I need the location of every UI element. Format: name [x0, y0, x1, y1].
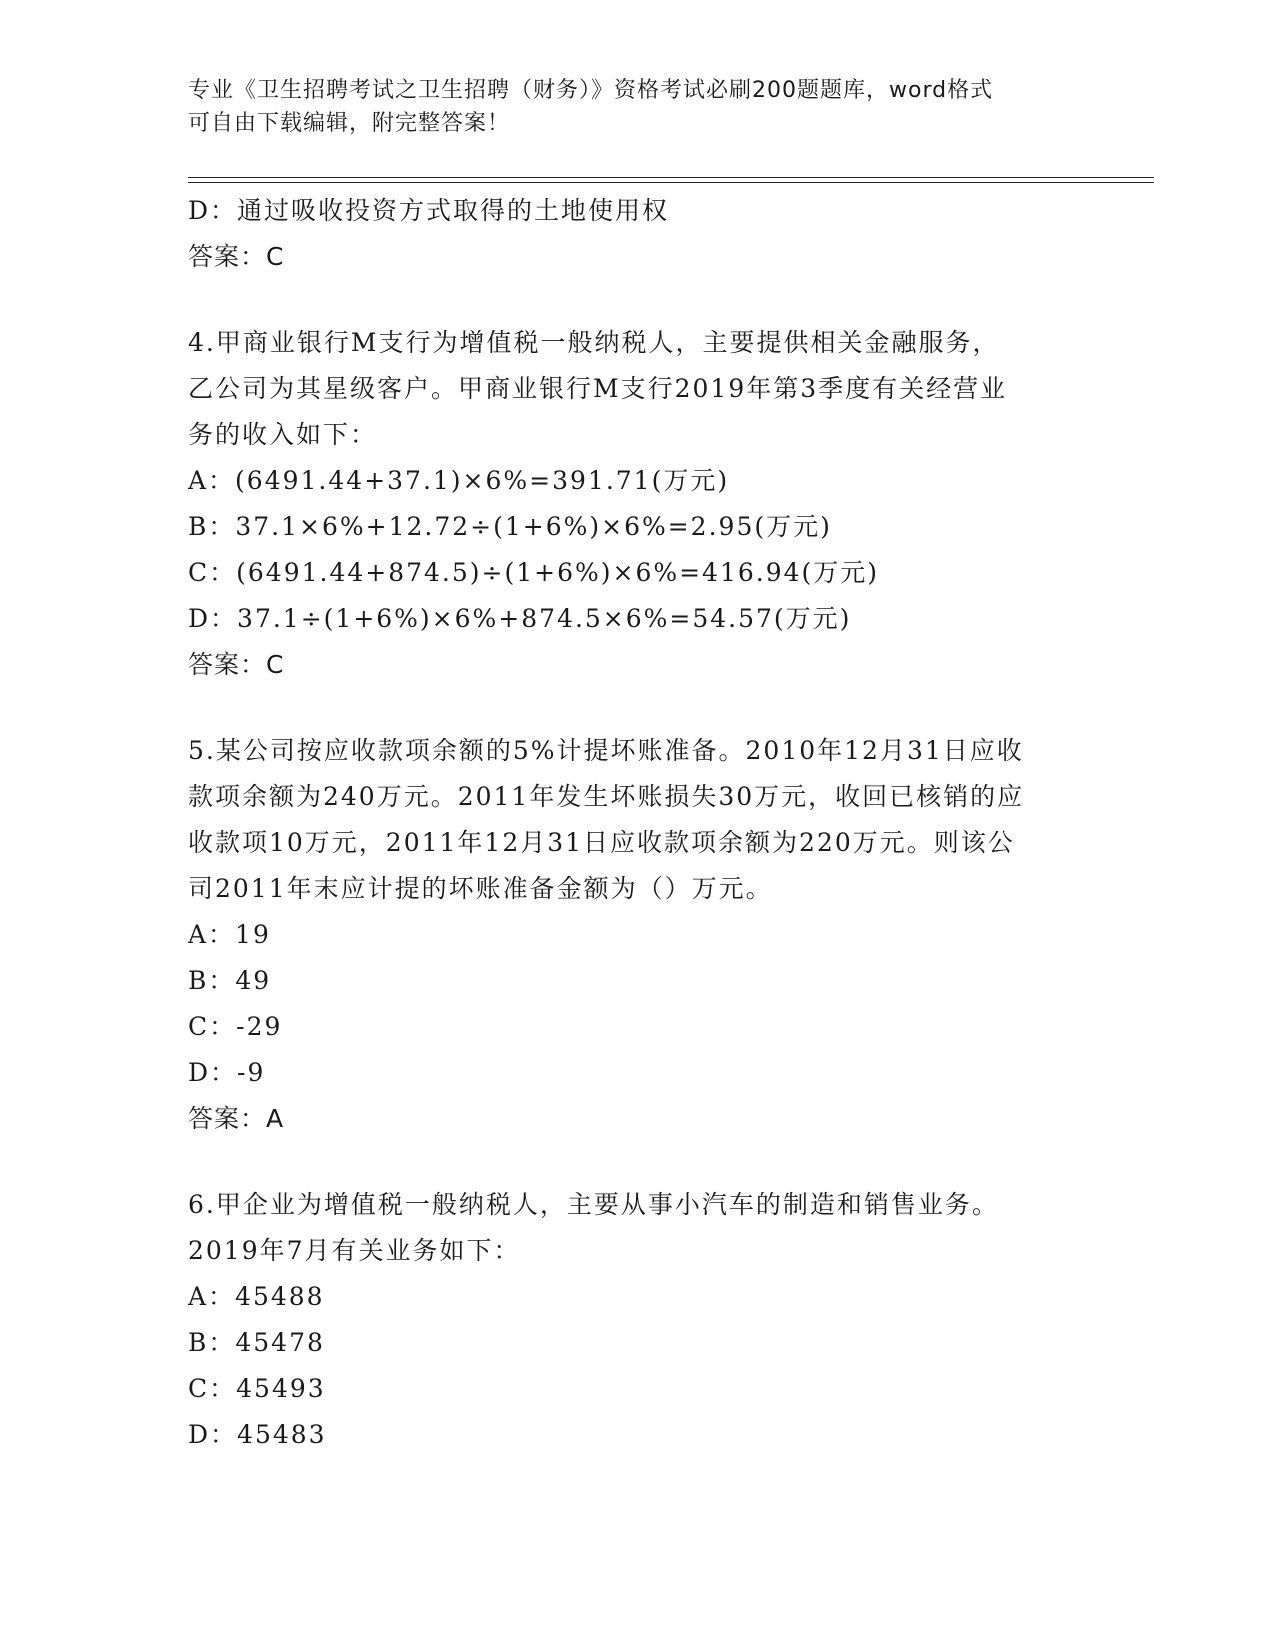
q4-option-b: B：37.1×6%+12.72÷(1+6%)×6%=2.95(万元)	[188, 512, 832, 541]
question-3-tail	[188, 188, 1088, 280]
q6-option-c: C：45493	[188, 1374, 326, 1403]
header-rule-top	[188, 177, 1154, 178]
q5-option-c: C：-29	[188, 1012, 283, 1041]
q6-stem-line-2: 2019年7月有关业务如下：	[188, 1236, 521, 1265]
question-5	[188, 728, 1088, 1142]
q4-option-c: C：(6491.44+874.5)÷(1+6%)×6%=416.94(万元)	[188, 558, 880, 587]
q6-option-a: A：45488	[188, 1282, 325, 1311]
question-4	[188, 320, 1088, 688]
q4-option-d: D：37.1÷(1+6%)×6%+874.5×6%=54.57(万元)	[188, 604, 852, 633]
q5-answer: 答案：A	[188, 1104, 285, 1133]
header-line-1: 专业《卫生招聘考试之卫生招聘（财务）》资格考试必刷200题题库，word格式	[188, 78, 994, 103]
q4-answer: 答案：C	[188, 650, 285, 679]
q4-stem-line-3: 务的收入如下：	[188, 420, 378, 449]
document-header	[188, 74, 1088, 140]
q4-stem-line-2: 乙公司为其星级客户。甲商业银行M支行2019年第3季度有关经营业	[188, 374, 1008, 403]
q5-stem-line-3: 收款项10万元，2011年12月31日应收款项余额为220万元。则该公	[188, 828, 1015, 857]
q5-option-b: B：49	[188, 966, 272, 995]
q6-option-d: D：45483	[188, 1420, 327, 1449]
q4-option-a: A：(6491.44+37.1)×6%=391.71(万元)	[188, 466, 730, 495]
document-body	[188, 188, 1088, 1458]
q5-option-d: D：-9	[188, 1058, 266, 1087]
q3-option-d: D：通过吸收投资方式取得的土地使用权	[188, 196, 670, 225]
q4-stem-line-1: 4.甲商业银行M支行为增值税一般纳税人，主要提供相关金融服务，	[188, 328, 1000, 357]
q5-stem-line-2: 款项余额为240万元。2011年发生坏账损失30万元，收回已核销的应	[188, 782, 1025, 811]
q5-option-a: A：19	[188, 920, 271, 949]
q6-stem-line-1: 6.甲企业为增值税一般纳税人，主要从事小汽车的制造和销售业务。	[188, 1190, 999, 1219]
q6-option-b: B：45478	[188, 1328, 325, 1357]
q5-stem-line-1: 5.某公司按应收款项余额的5%计提坏账准备。2010年12月31日应收	[188, 736, 1024, 765]
question-6	[188, 1182, 1088, 1458]
q5-stem-line-4: 司2011年末应计提的坏账准备金额为（）万元。	[188, 874, 773, 903]
header-rule-bottom	[188, 182, 1154, 183]
q3-answer: 答案：C	[188, 242, 285, 271]
header-line-2: 可自由下载编辑，附完整答案！	[188, 111, 511, 136]
